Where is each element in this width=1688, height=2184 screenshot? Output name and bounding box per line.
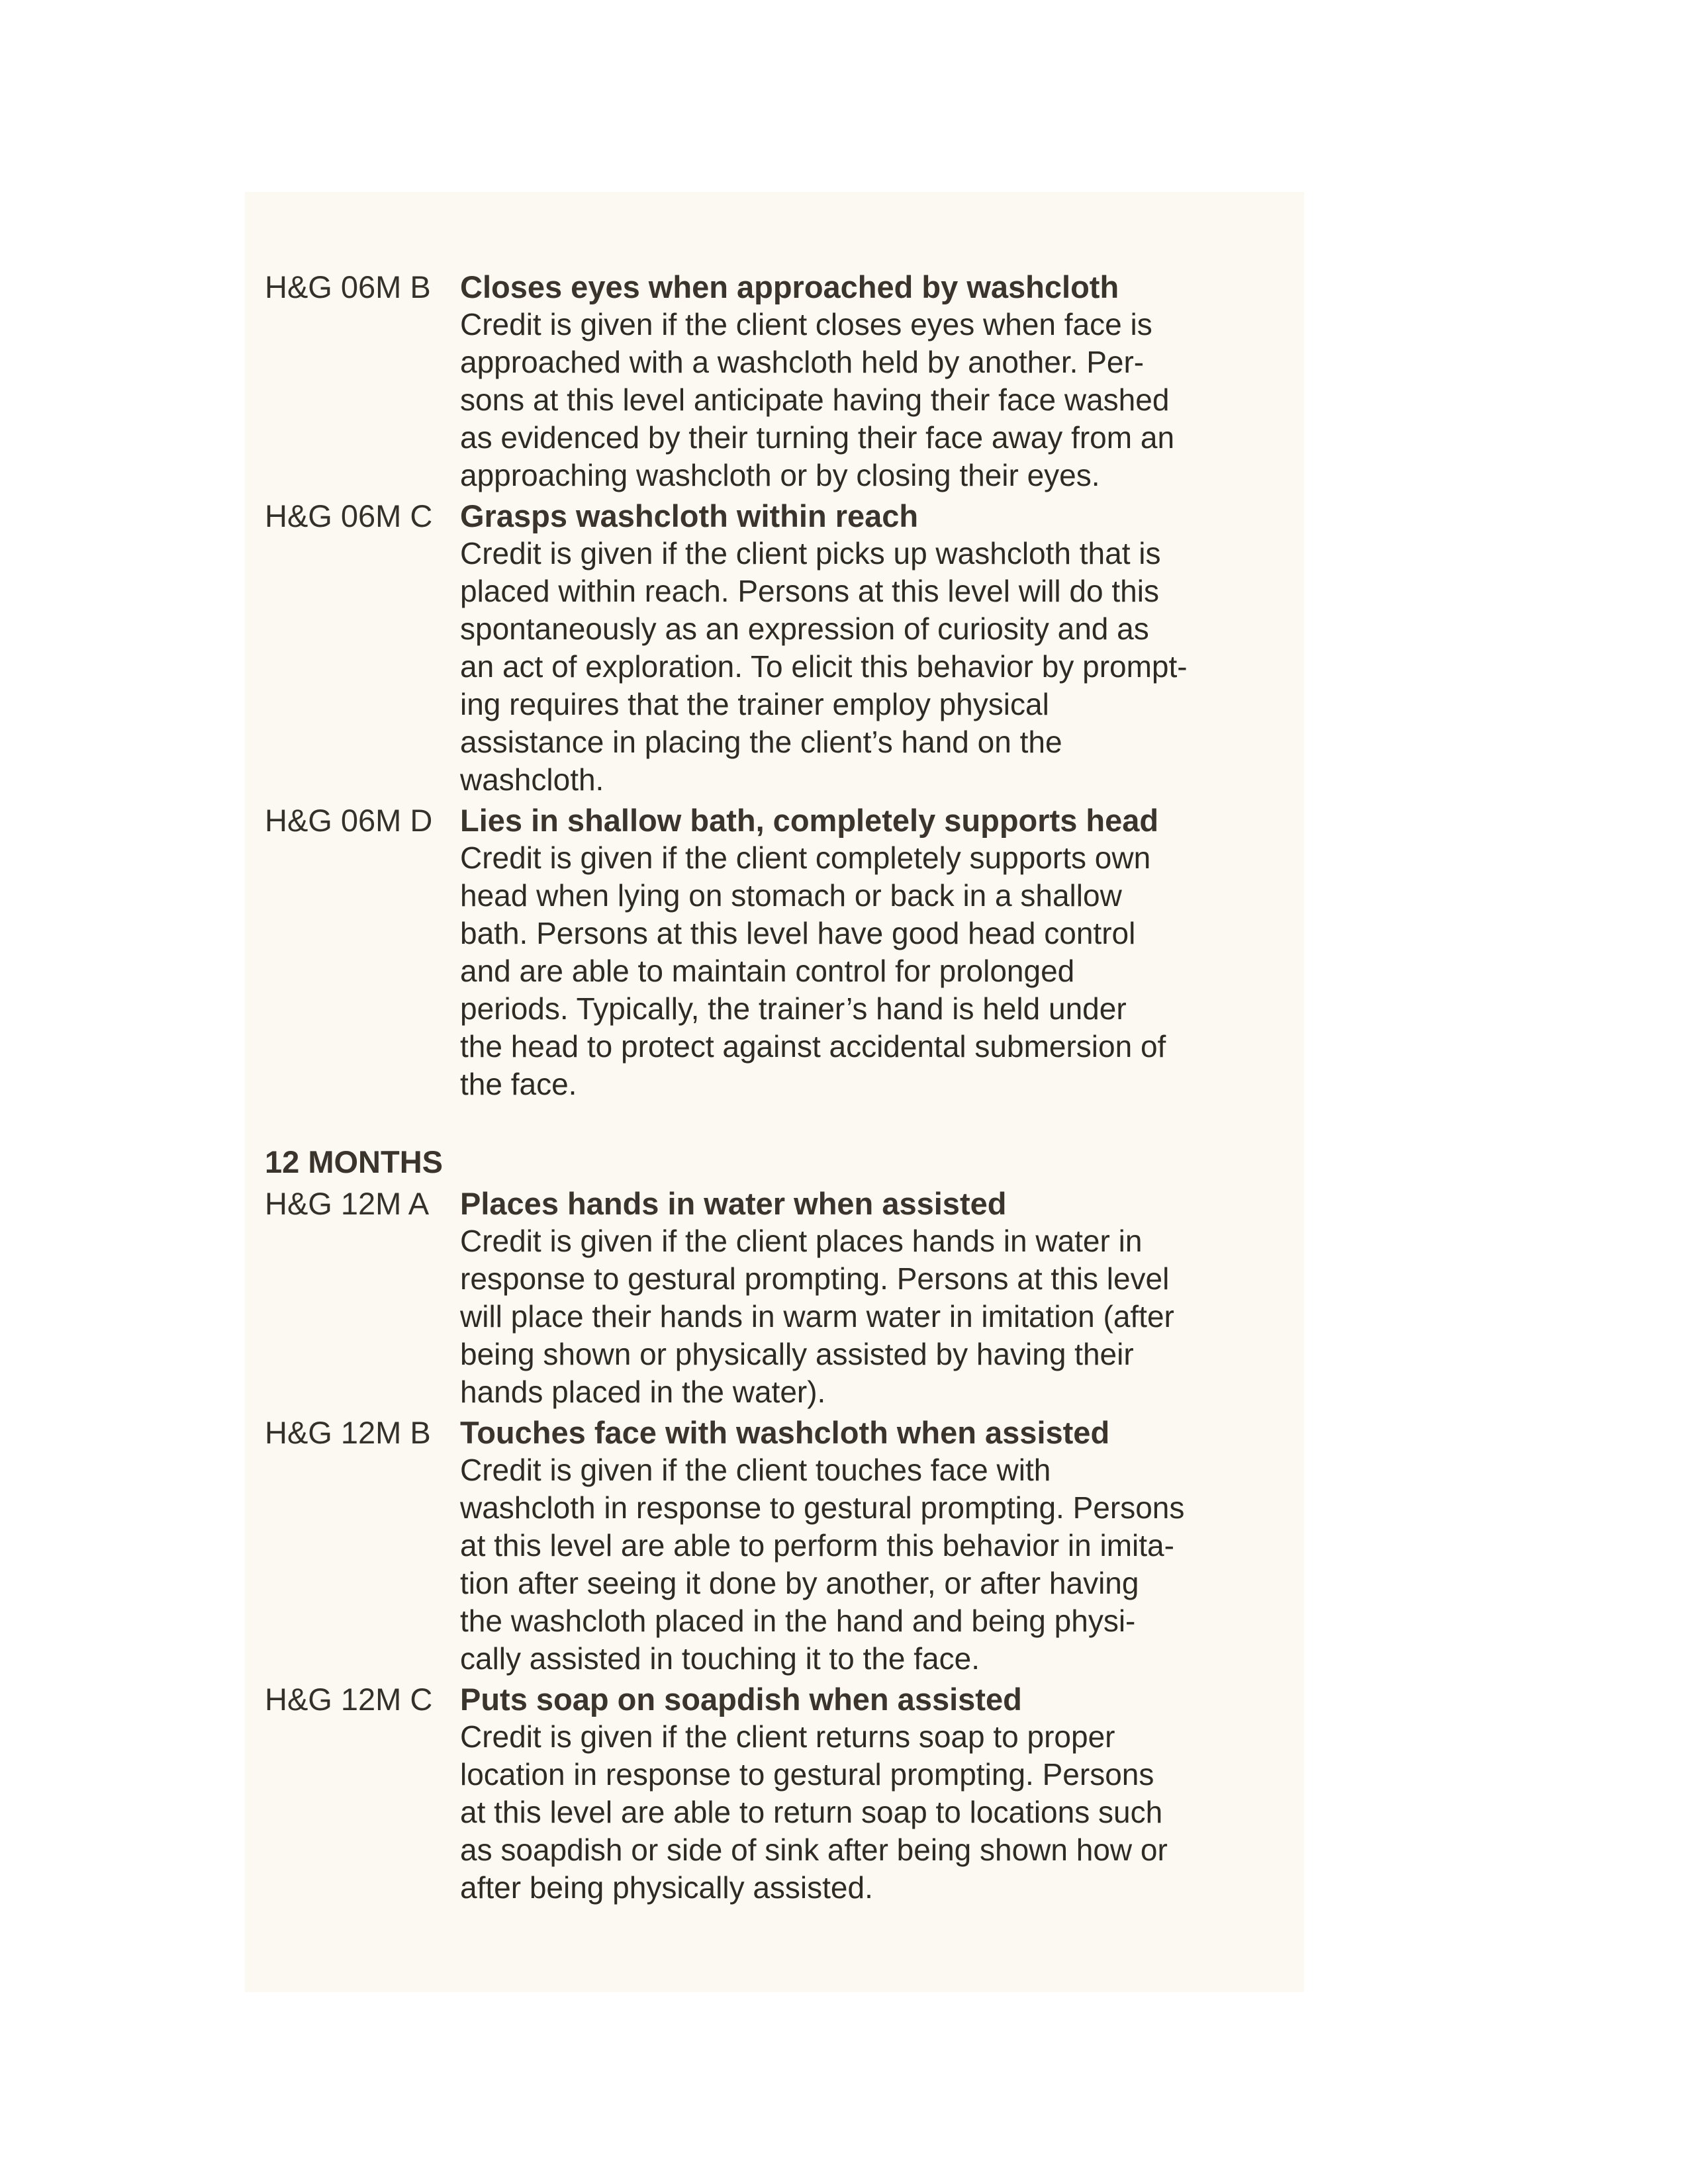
description-line: the washcloth placed in the hand and being physi- — [460, 1604, 1136, 1638]
description-line: washcloth. — [460, 762, 604, 797]
description-line: an act of exploration. To elicit this behavior by prompt- — [460, 649, 1188, 684]
entry-code: H&G 12M C — [265, 1682, 433, 1717]
entry-12m-b — [265, 1414, 1297, 1678]
description-line: periods. Typically, the trainer’s hand is held under — [460, 991, 1127, 1026]
description-line: assistance in placing the client’s hand on the — [460, 725, 1062, 759]
description-line: tion after seeing it done by another, or after having — [460, 1566, 1139, 1600]
entry-body — [460, 1414, 1297, 1678]
description-line: Credit is given if the client returns soap to proper — [460, 1719, 1115, 1754]
entry-body — [460, 497, 1297, 799]
entry-body — [460, 1680, 1297, 1907]
description-line: response to gestural prompting. Persons at this level — [460, 1261, 1170, 1296]
entry-06m-c — [265, 497, 1297, 799]
section-heading-12-months: 12 MONTHS — [265, 1144, 443, 1179]
description-line: bath. Persons at this level have good head control — [460, 916, 1136, 950]
entry-body — [460, 268, 1297, 494]
description-line: approaching washcloth or by closing their eyes. — [460, 458, 1100, 492]
entry-title: Places hands in water when assisted — [460, 1186, 1007, 1221]
description-line: being shown or physically assisted by having their — [460, 1337, 1134, 1371]
description-line: location in response to gestural prompting. Persons — [460, 1757, 1154, 1792]
description-line: approached with a washcloth held by another. Per- — [460, 345, 1145, 379]
entry-code: H&G 06M D — [265, 803, 433, 838]
entry-code: H&G 12M B — [265, 1415, 431, 1450]
description-line: Credit is given if the client closes eyes when face is — [460, 307, 1152, 341]
description-line: hands placed in the water). — [460, 1375, 826, 1409]
document-content — [265, 268, 1297, 1909]
entry-12m-c — [265, 1680, 1297, 1907]
entry-code: H&G 06M B — [265, 269, 431, 304]
description-line: at this level are able to perform this behavior in imita- — [460, 1528, 1174, 1563]
entry-code: H&G 06M C — [265, 498, 433, 533]
entry-body — [460, 801, 1297, 1103]
description-line: after being physically assisted. — [460, 1870, 873, 1905]
description-line: ing requires that the trainer employ physical — [460, 687, 1049, 721]
description-line: head when lying on stomach or back in a shallow — [460, 878, 1122, 913]
entry-title: Touches face with washcloth when assisted — [460, 1415, 1110, 1450]
description-line: sons at this level anticipate having their face washed — [460, 383, 1170, 417]
description-line: as evidenced by their turning their face away from an — [460, 420, 1175, 455]
entry-code: H&G 12M A — [265, 1186, 430, 1221]
description-line: and are able to maintain control for prolonged — [460, 954, 1075, 988]
description-line: as soapdish or side of sink after being shown how or — [460, 1833, 1168, 1867]
entry-title: Puts soap on soapdish when assisted — [460, 1682, 1022, 1717]
description-line: washcloth in response to gestural prompting. Persons — [460, 1490, 1185, 1525]
entry-06m-b — [265, 268, 1297, 494]
entry-title: Grasps washcloth within reach — [460, 498, 919, 533]
description-line: Credit is given if the client places hands in water in — [460, 1224, 1143, 1258]
description-line: at this level are able to return soap to locations such — [460, 1795, 1163, 1829]
entry-title: Lies in shallow bath, completely supports head — [460, 803, 1159, 838]
entry-06m-d — [265, 801, 1297, 1103]
entry-12m-a — [265, 1185, 1297, 1411]
entry-body — [460, 1185, 1297, 1411]
description-line: spontaneously as an expression of curiosity and as — [460, 612, 1149, 646]
description-line: cally assisted in touching it to the face. — [460, 1641, 980, 1676]
description-line: placed within reach. Persons at this level will do this — [460, 574, 1159, 608]
description-line: Credit is given if the client touches face with — [460, 1453, 1051, 1487]
description-line: the face. — [460, 1067, 577, 1101]
description-line: the head to protect against accidental submersion of — [460, 1029, 1166, 1064]
description-line: Credit is given if the client completely supports own — [460, 841, 1151, 875]
description-line: Credit is given if the client picks up washcloth that is — [460, 536, 1161, 570]
description-line: will place their hands in warm water in imitation (after — [460, 1299, 1174, 1334]
entry-title: Closes eyes when approached by washcloth — [460, 269, 1119, 304]
